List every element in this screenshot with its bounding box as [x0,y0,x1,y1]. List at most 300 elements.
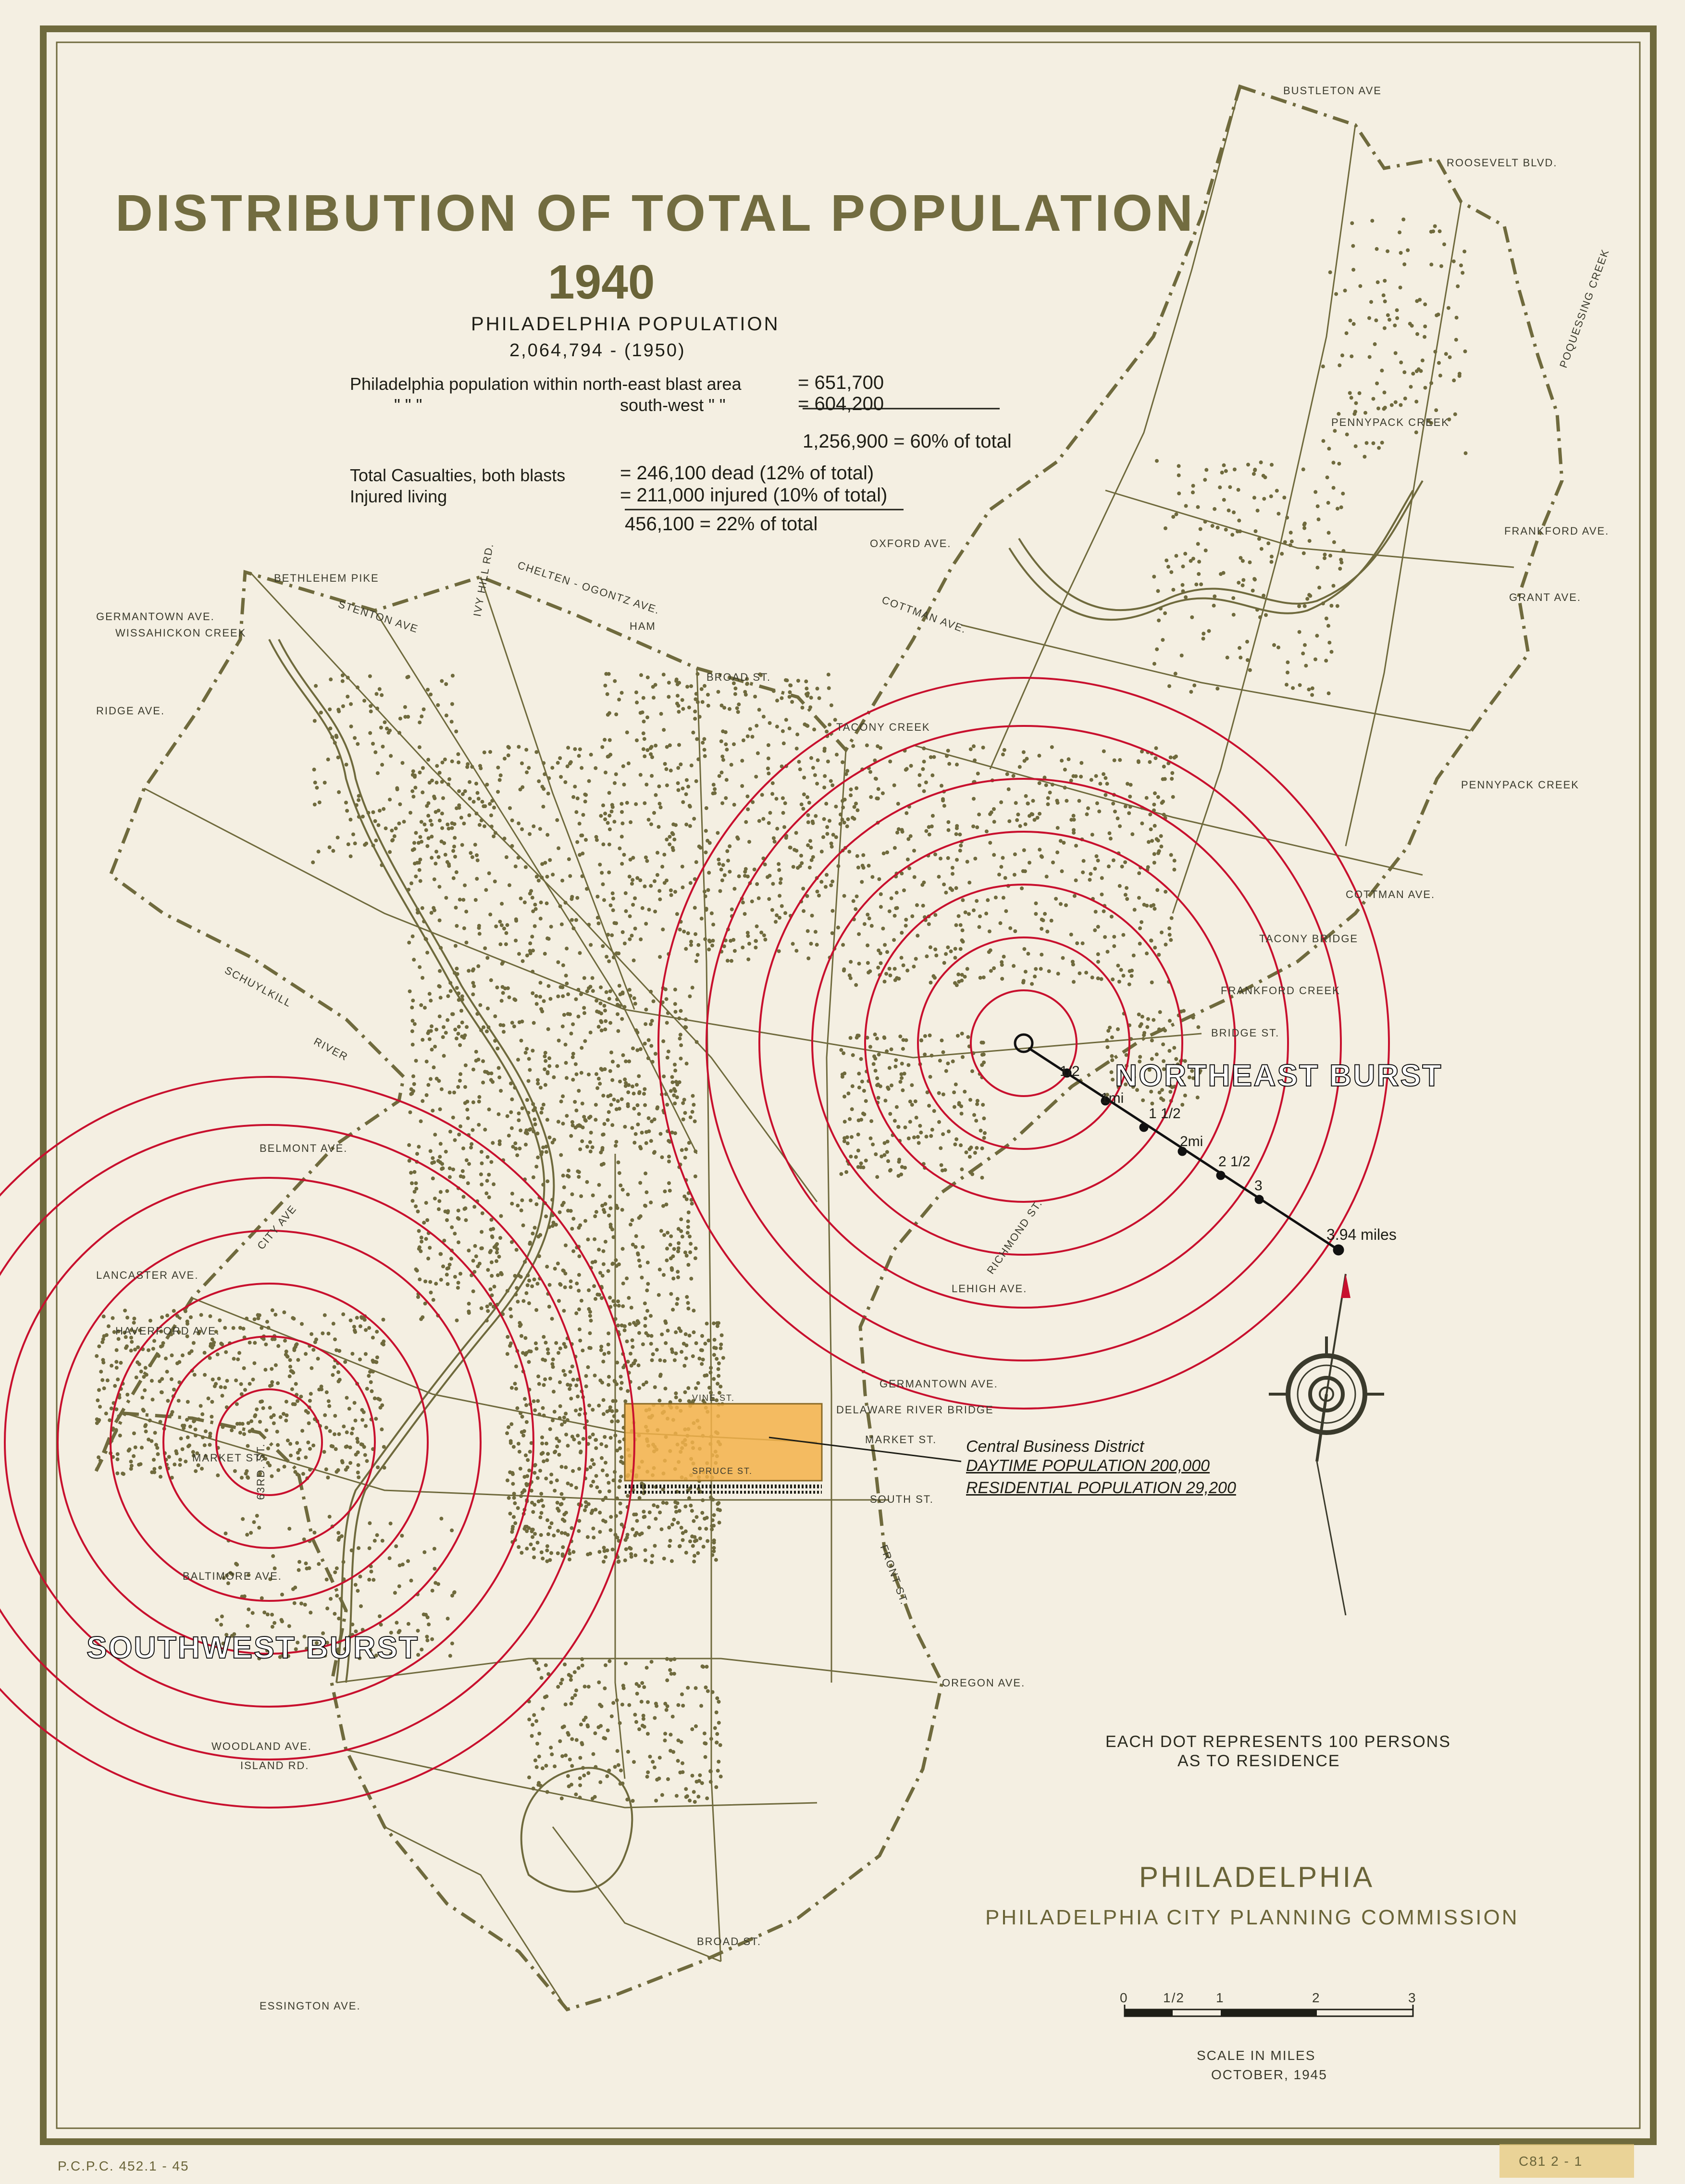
population-dot [670,1523,674,1526]
population-dot [508,1344,512,1348]
population-dot [912,965,916,969]
population-dot [720,771,724,774]
population-dot [780,904,784,908]
population-dot [631,1799,635,1803]
population-dot [568,1551,571,1555]
population-dot [425,1218,429,1222]
population-dot [1189,690,1193,694]
population-dot [326,1476,330,1480]
population-dot [1383,406,1387,410]
population-dot [595,835,598,839]
population-dot [716,1382,719,1385]
population-dot [1350,396,1353,399]
population-dot [248,1382,252,1386]
population-dot [928,833,931,836]
population-dot [371,1359,375,1362]
population-dot [634,1720,638,1724]
population-dot [694,860,698,864]
population-dot [1142,1031,1146,1035]
population-dot [270,1613,274,1617]
population-dot [328,1429,332,1433]
population-dot [540,1511,544,1515]
population-dot [1111,977,1115,981]
population-dot [554,1341,558,1345]
population-dot [589,985,593,989]
population-dot [694,1341,698,1345]
population-dot [359,1574,362,1578]
population-dot [610,1078,614,1082]
population-dot [732,887,736,891]
street-label: WISSAHICKON CREEK [115,627,247,639]
population-dot [564,1753,568,1757]
population-dot [270,1474,274,1478]
population-dot [895,1105,899,1109]
population-dot [1005,772,1009,776]
population-dot [937,1120,941,1124]
population-dot [1175,554,1178,558]
population-dot [473,843,477,847]
population-dot [450,702,454,706]
population-dot [867,864,871,868]
population-dot [203,1351,207,1355]
population-dot [631,1338,634,1342]
population-dot [637,1363,641,1367]
population-dot [1129,783,1133,787]
population-dot [692,1560,696,1563]
population-dot [545,901,549,905]
population-dot [1165,559,1168,562]
population-dot [547,1064,551,1068]
radius-label: 3 [1254,1178,1263,1194]
population-dot [211,1337,214,1341]
population-dot [489,978,493,982]
population-dot [496,1047,499,1050]
population-dot [888,1169,892,1173]
population-dot [562,1186,566,1189]
population-dot [711,1690,715,1694]
population-dot [707,1386,711,1390]
population-dot [287,1624,291,1628]
population-dot [197,1417,200,1421]
population-dot [928,1034,932,1037]
population-dot [490,1260,494,1264]
population-dot [542,1414,546,1418]
population-dot [642,1717,645,1721]
population-dot [441,761,445,764]
population-dot [475,853,479,857]
population-dot [519,897,523,900]
population-dot [536,1374,540,1378]
population-dot [1289,543,1292,547]
population-dot [1236,530,1239,534]
population-dot [145,1373,149,1377]
population-dot [331,1445,335,1448]
population-dot [125,1393,129,1397]
population-dot [607,1659,611,1663]
street-label: VINE ST. [692,1393,735,1403]
population-dot [771,781,775,785]
population-dot [288,1374,292,1378]
population-dot [677,743,681,747]
population-dot [607,711,611,715]
population-dot [666,1329,670,1333]
population-dot [610,803,614,807]
population-dot [610,1420,614,1423]
population-dot [480,1230,483,1234]
population-dot [117,1414,121,1418]
population-dot [371,742,375,746]
population-dot [637,1074,641,1078]
population-dot [303,1603,307,1607]
ne-label: Philadelphia population within north-east blast area [350,374,742,394]
population-dot [504,942,508,946]
population-dot [730,763,733,767]
population-dot [806,843,810,847]
population-dot [441,1166,445,1170]
population-dot [548,997,552,1001]
population-line: 2,064,794 - (1950) [509,340,686,361]
population-dot [707,938,711,942]
population-dot [595,1010,599,1013]
population-dot [487,1025,491,1029]
population-dot [1167,684,1171,688]
population-dot [537,1254,541,1258]
population-dot [558,1416,562,1420]
population-dot [529,1349,533,1353]
population-dot [1096,952,1100,956]
population-dot [874,1069,878,1073]
population-dot [520,761,524,765]
population-dot [248,1341,252,1345]
population-dot [960,1032,964,1036]
population-dot [717,1721,721,1725]
population-dot [199,1313,203,1317]
population-dot [551,1224,555,1228]
population-dot [409,811,412,815]
population-dot [1439,264,1443,268]
population-dot [140,1396,144,1399]
population-dot [620,1381,624,1385]
population-dot [1174,672,1177,675]
population-dot [701,1498,705,1502]
scale-tick: 3 [1408,1990,1417,2005]
population-dot [505,1431,509,1435]
population-dot [446,823,449,826]
population-dot [602,1249,606,1253]
population-dot [681,1761,684,1765]
population-dot [649,1200,653,1204]
population-dot [1316,504,1320,508]
population-dot [1155,888,1159,892]
population-dot [845,824,849,828]
population-dot [1063,786,1067,789]
street-label: HAVERFORD AVE. [115,1325,220,1337]
population-dot [323,1313,327,1317]
population-dot [561,1545,565,1549]
population-dot [690,1509,694,1513]
population-dot [563,1373,567,1377]
population-dot [753,695,757,699]
population-dot [802,909,805,913]
population-dot [675,1083,679,1086]
population-dot [481,800,484,804]
population-dot [157,1354,161,1358]
population-dot [1252,577,1256,581]
population-dot [684,1332,688,1336]
population-dot [1164,890,1167,894]
scale-tick: 1/2 [1163,1990,1185,2005]
population-dot [531,1049,534,1053]
population-dot [179,1436,183,1440]
population-dot [433,1133,437,1136]
population-dot [620,862,624,866]
population-dot [872,1062,876,1066]
population-dot [583,1509,587,1512]
street-label: POQUESSING CREEK [1557,247,1612,370]
population-dot [312,768,316,772]
population-dot [741,946,744,949]
street-label: RIVER [311,1035,350,1063]
population-dot [570,1032,573,1036]
population-dot [535,1282,539,1285]
population-dot [662,1557,666,1560]
population-dot [672,1247,676,1251]
population-dot [376,1465,380,1469]
population-dot [576,1124,580,1128]
population-dot [673,1101,677,1105]
population-dot [610,810,614,813]
population-dot [676,1738,680,1742]
population-dot [186,1445,190,1448]
population-dot [553,1267,557,1271]
population-dot [642,1714,645,1718]
population-dot [975,825,979,829]
population-dot [1055,850,1059,854]
population-dot [567,857,571,861]
population-dot [170,1377,173,1381]
population-dot [886,1086,890,1089]
southwest-blast-rings [0,1077,634,1808]
population-dot [580,766,583,770]
population-dot [525,1547,529,1550]
population-dot [598,1271,602,1275]
population-dot [718,1508,722,1512]
population-dot [667,1139,670,1143]
southwest-burst-label: SOUTHWEST BURST [87,1630,420,1665]
population-dot [1262,474,1265,478]
population-dot [535,1742,539,1746]
legend-line-1: EACH DOT REPRESENTS 100 PERSONS [1105,1733,1451,1751]
population-dot [417,1145,421,1148]
population-dot [877,1096,880,1100]
population-dot [485,1179,489,1183]
population-dot [1348,391,1352,395]
population-dot [1045,930,1049,934]
population-dot [471,1259,475,1263]
population-dot [578,951,582,955]
population-dot [475,1012,479,1016]
population-dot [429,693,433,697]
population-dot [614,1514,618,1518]
population-dot [852,899,855,903]
population-dot [564,1511,568,1515]
population-dot [641,1342,645,1346]
population-dot [581,1664,584,1668]
population-dot [1458,374,1462,378]
population-dot [460,843,464,847]
population-dot [680,1148,684,1152]
population-dot [566,1774,570,1778]
population-dot [1222,571,1226,575]
population-dot [247,1608,250,1611]
population-dot [546,1348,550,1351]
population-dot [172,1309,176,1313]
population-dot [647,818,651,822]
population-dot [1063,768,1067,772]
population-dot [892,938,896,942]
population-dot [601,882,605,886]
population-dot [1090,833,1094,836]
population-dot [662,728,666,732]
population-dot [1399,286,1402,289]
population-dot [463,884,467,887]
population-dot [565,982,569,986]
population-dot [420,820,423,824]
scale-tick: 0 [1120,1990,1128,2005]
population-dot [1079,761,1083,765]
population-dot [925,1135,929,1138]
population-dot [428,781,432,785]
population-dot [192,1341,196,1345]
street-label: SOUTH ST. [870,1493,934,1505]
population-dot [514,939,518,943]
population-dot [1326,501,1330,505]
population-dot [1241,578,1245,582]
population-dot [184,1460,187,1463]
population-dot [1406,249,1410,252]
population-dot [594,1118,597,1122]
population-dot [114,1360,118,1364]
population-dot [382,1318,385,1322]
population-dot [101,1337,105,1341]
population-dot [867,971,870,974]
population-dot [808,839,812,843]
population-dot [879,905,883,909]
population-dot [101,1360,105,1364]
population-dot [1196,505,1200,509]
population-dot [692,1519,695,1523]
population-dot [929,755,933,759]
population-dot [317,1387,321,1391]
population-dot [375,1330,379,1334]
population-dot [1332,461,1336,464]
population-dot [397,731,401,735]
population-dot [617,1560,620,1563]
population-dot [1189,559,1193,563]
population-dot [1048,791,1052,795]
population-dot [597,1550,601,1554]
population-dot [645,859,649,863]
population-dot [986,898,990,902]
population-dot [688,1539,692,1543]
population-dot [539,1086,543,1089]
population-dot [500,999,504,1003]
population-dot [199,1404,203,1408]
street-label: IVY HILL RD. [471,542,496,618]
population-dot [496,766,500,770]
population-dot [509,1314,513,1318]
population-dot [694,1386,698,1390]
population-dot [483,750,486,754]
population-dot [444,896,448,900]
population-dot [563,1420,567,1424]
population-dot [1167,1049,1171,1053]
population-dot [460,1035,464,1038]
population-dot [687,1211,691,1214]
population-dot [500,902,504,906]
population-dot [770,792,774,796]
population-dot [799,854,803,858]
population-dot [861,1165,865,1169]
population-dot [849,787,853,791]
population-dot [830,845,834,849]
population-dot [1220,471,1224,474]
population-dot [672,1657,676,1661]
population-dot [333,1571,337,1574]
population-dot [562,1497,566,1500]
population-dot [589,943,593,947]
population-dot [703,937,707,941]
population-dot [610,1714,614,1718]
population-dot [562,1309,566,1313]
population-dot [430,823,434,827]
population-dot [447,862,451,866]
population-dot [1341,492,1345,496]
population-dot [528,941,532,945]
population-dot [716,1769,720,1772]
population-dot [618,1080,622,1084]
population-dot [243,1595,247,1598]
population-dot [444,1150,448,1154]
population-dot [634,802,638,806]
population-dot [1435,313,1438,317]
population-dot [590,1458,594,1462]
population-dot [640,1681,644,1685]
population-dot [1262,594,1265,598]
population-dot [324,1467,328,1471]
population-dot [618,1721,622,1725]
population-dot [589,1149,593,1153]
population-dot [1351,268,1355,272]
population-dot [328,846,332,849]
population-dot [627,1060,631,1063]
population-dot [644,1331,648,1335]
population-dot [600,745,604,749]
population-dot [500,924,504,927]
population-dot [1150,939,1153,943]
population-dot [460,1021,464,1024]
population-dot [615,998,619,1001]
population-dot [1338,567,1342,571]
population-dot [1302,526,1306,530]
population-dot [540,1676,544,1680]
population-dot [282,1412,285,1416]
population-dot [487,1108,491,1111]
population-dot [910,1103,914,1107]
population-dot [1003,748,1006,752]
population-dot [519,1494,523,1498]
population-dot [1103,935,1107,939]
